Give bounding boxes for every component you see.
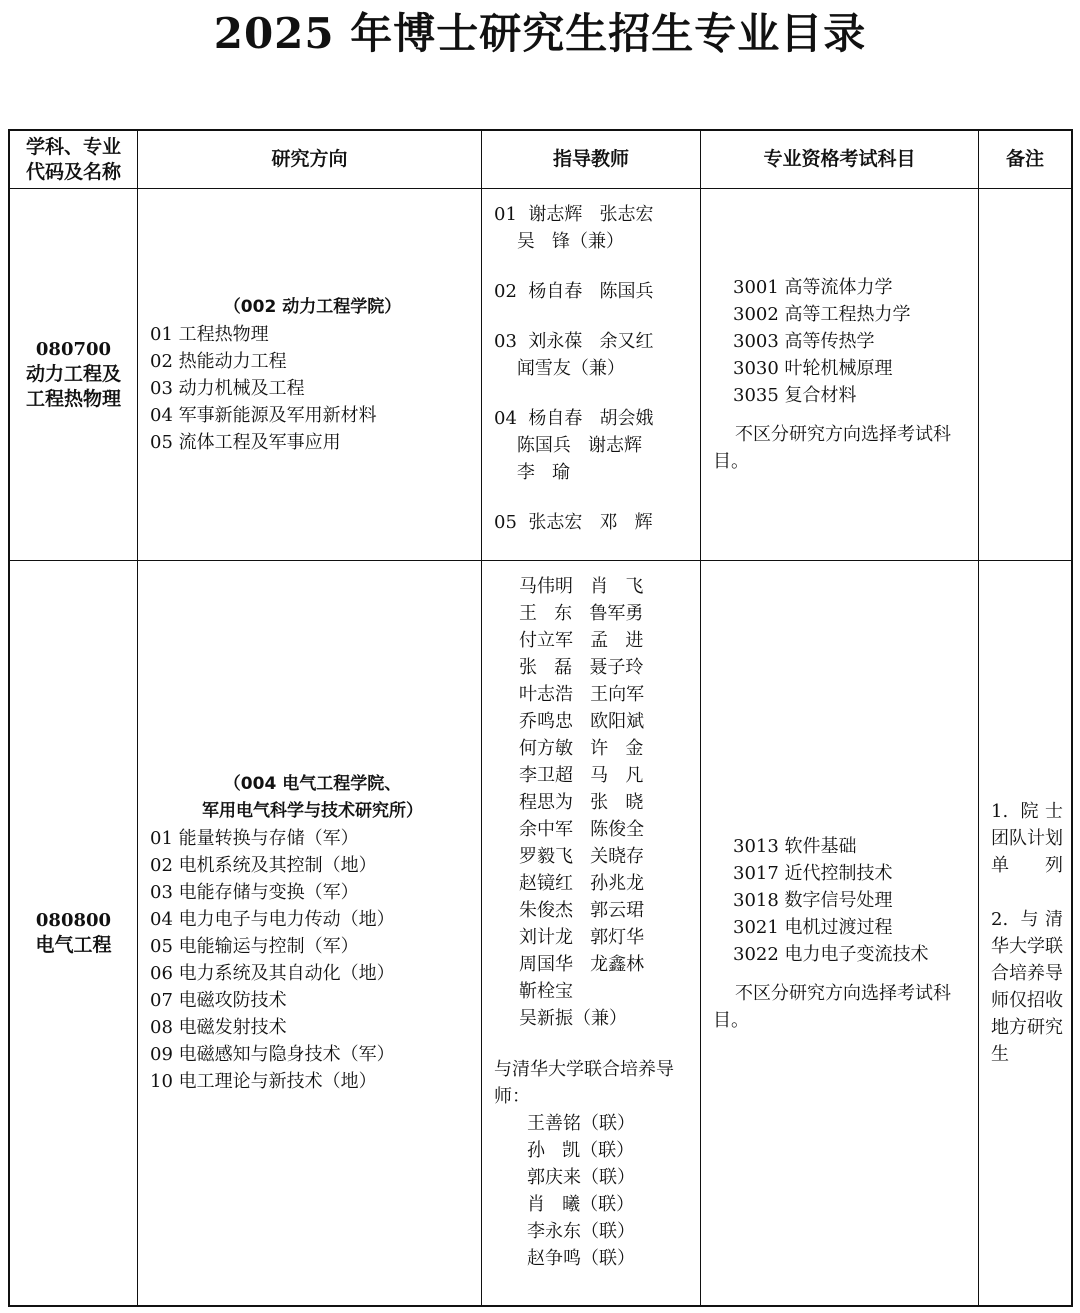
advisor-line: 03 刘永葆 余又红: [494, 331, 654, 352]
page-title: 2025 年博士研究生招生专业目录: [213, 9, 867, 58]
exam-cell-080700: [701, 189, 979, 561]
direction-cell-080700: [138, 189, 482, 561]
direction-item: 02 热能动力工程: [150, 350, 287, 372]
advisor-group: [494, 201, 696, 255]
advisor-line: 余中军 陈俊全: [519, 819, 645, 840]
exam-cell-080800: [701, 561, 979, 1305]
advisor-line: 朱俊杰 郭云珺: [519, 900, 645, 921]
joint-advisor-line: 王善铭（联）: [527, 1113, 635, 1134]
department-label-line2: 军用电气科学与技术研究所）: [202, 801, 423, 821]
exam-item: 3021 电机过渡过程: [733, 916, 893, 938]
direction-item: 01 工程热物理: [150, 323, 269, 345]
subject-code: 080700: [35, 339, 112, 360]
direction-item: 10 电工理论与新技术（地）: [150, 1071, 377, 1092]
joint-advisor-line: 郭庆来（联）: [527, 1167, 635, 1188]
header-subject: [10, 131, 138, 189]
direction-item: 05 电能输运与控制（军）: [150, 936, 359, 957]
department-label: （002 动力工程学院）: [223, 296, 402, 317]
advisor-line: 靳栓宝: [519, 981, 573, 1002]
direction-item: 04 军事新能源及军用新材料: [150, 404, 377, 426]
direction-item: 03 电能存储与变换（军）: [150, 882, 359, 903]
advisor-line: 李 瑜: [494, 462, 571, 483]
joint-advisor-line: 李永东（联）: [527, 1221, 635, 1242]
advisor-line: 闻雪友（兼）: [494, 358, 625, 379]
direction-item: 04 电力电子与电力传动（地）: [150, 909, 395, 930]
advisor-group: [494, 328, 696, 382]
advisor-line: 程思为 张 晓: [519, 792, 644, 813]
advisor-line: 05 张志宏 邓 辉: [494, 512, 653, 533]
advisor-line: 吴新振（兼）: [519, 1008, 627, 1029]
direction-item: 09 电磁感知与隐身技术（军）: [150, 1044, 395, 1065]
header-direction: 研究方向: [138, 131, 482, 189]
exam-item: 3013 软件基础: [733, 835, 857, 857]
advisor-line: 付立军 孟 进: [519, 630, 644, 651]
direction-item: 02 电机系统及其控制（地）: [150, 855, 377, 876]
header-subject-line2: 代码及名称: [25, 160, 121, 183]
advisor-line: 乔鸣忠 欧阳斌: [519, 711, 645, 732]
note-item: 1. 院士团队计划单列: [991, 801, 1063, 876]
exam-item: 3022 电力电子变流技术: [733, 943, 929, 965]
exam-note: 不区分研究方向选择考试科目。: [713, 982, 951, 1031]
subject-cell-080800: [10, 561, 138, 1305]
direction-item: 01 能量转换与存储（军）: [150, 828, 359, 849]
notes-cell-080800: [979, 561, 1071, 1305]
header-advisors: 指导教师: [482, 131, 701, 189]
catalog-table: [8, 129, 1073, 1307]
exam-item: 3017 近代控制技术: [733, 862, 893, 884]
department-label-line1: （004 电气工程学院、: [223, 774, 402, 794]
joint-advisors-title: 与清华大学联合培养导师：: [494, 1059, 674, 1107]
exam-item: 3030 叶轮机械原理: [733, 358, 893, 379]
joint-advisor-line: 肖 曦（联）: [527, 1194, 635, 1215]
note-item: 2. 与清华大学联合培养导师仅招收地方研究生: [991, 909, 1063, 1065]
advisor-line: 赵镜红 孙兆龙: [519, 873, 645, 894]
advisor-line: 02 杨自春 陈国兵: [494, 281, 654, 302]
direction-item: 05 流体工程及军事应用: [150, 431, 341, 453]
advisor-line: 叶志浩 王向军: [519, 684, 645, 705]
exam-item: 3001 高等流体力学: [733, 277, 893, 298]
exam-item: 3002 高等工程热力学: [733, 304, 911, 325]
advisor-cell-080700: [482, 189, 701, 561]
advisor-group: [494, 509, 696, 536]
direction-item: 06 电力系统及其自动化（地）: [150, 963, 395, 984]
advisor-cell-080800: [482, 561, 701, 1305]
direction-item: 07 电磁攻防技术: [150, 990, 287, 1011]
exam-item: 3003 高等传热学: [733, 331, 875, 352]
advisor-line: 吴 锋（兼）: [494, 231, 625, 252]
advisor-line: 04 杨自春 胡会娥: [494, 408, 654, 429]
header-subject-line1: 学科、专业: [25, 135, 121, 158]
direction-item: 08 电磁发射技术: [150, 1017, 287, 1038]
direction-item: 03 动力机械及工程: [150, 377, 305, 399]
advisor-group: [494, 405, 696, 486]
advisor-line: 张 磊 聂子玲: [519, 657, 644, 678]
advisor-line: 陈国兵 谢志辉: [494, 435, 643, 456]
subject-cell-080700: [10, 189, 138, 561]
subject-code: 080800: [35, 910, 112, 931]
exam-item: 3035 复合材料: [733, 385, 857, 406]
joint-advisor-list: [494, 1110, 696, 1272]
subject-name-line1: 电气工程: [35, 934, 112, 956]
exam-note: 不区分研究方向选择考试科目。: [713, 424, 951, 472]
joint-advisor-line: 孙 凯（联）: [527, 1140, 635, 1161]
direction-cell-080800: [138, 561, 482, 1305]
advisor-line: 李卫超 马 凡: [519, 765, 644, 786]
joint-advisor-line: 赵争鸣（联）: [527, 1248, 635, 1269]
header-exam: 专业资格考试科目: [701, 131, 979, 189]
advisor-line: 罗毅飞 关晓存: [519, 846, 645, 867]
advisor-line: 周国华 龙鑫林: [519, 954, 645, 975]
advisor-line: 01 谢志辉 张志宏: [494, 204, 654, 225]
header-notes: 备注: [979, 131, 1071, 189]
advisor-line: 王 东 鲁军勇: [519, 603, 644, 624]
advisor-group: [494, 278, 696, 305]
exam-item: 3018 数字信号处理: [733, 889, 893, 911]
advisor-list: [494, 573, 696, 1032]
advisor-line: 马伟明 肖 飞: [519, 576, 644, 597]
notes-cell-080700: [979, 189, 1071, 561]
subject-name-line2: 工程热物理: [25, 388, 121, 410]
advisor-line: 刘计龙 郭灯华: [519, 927, 645, 948]
subject-name-line1: 动力工程及: [25, 363, 121, 385]
advisor-line: 何方敏 许 金: [519, 738, 644, 759]
